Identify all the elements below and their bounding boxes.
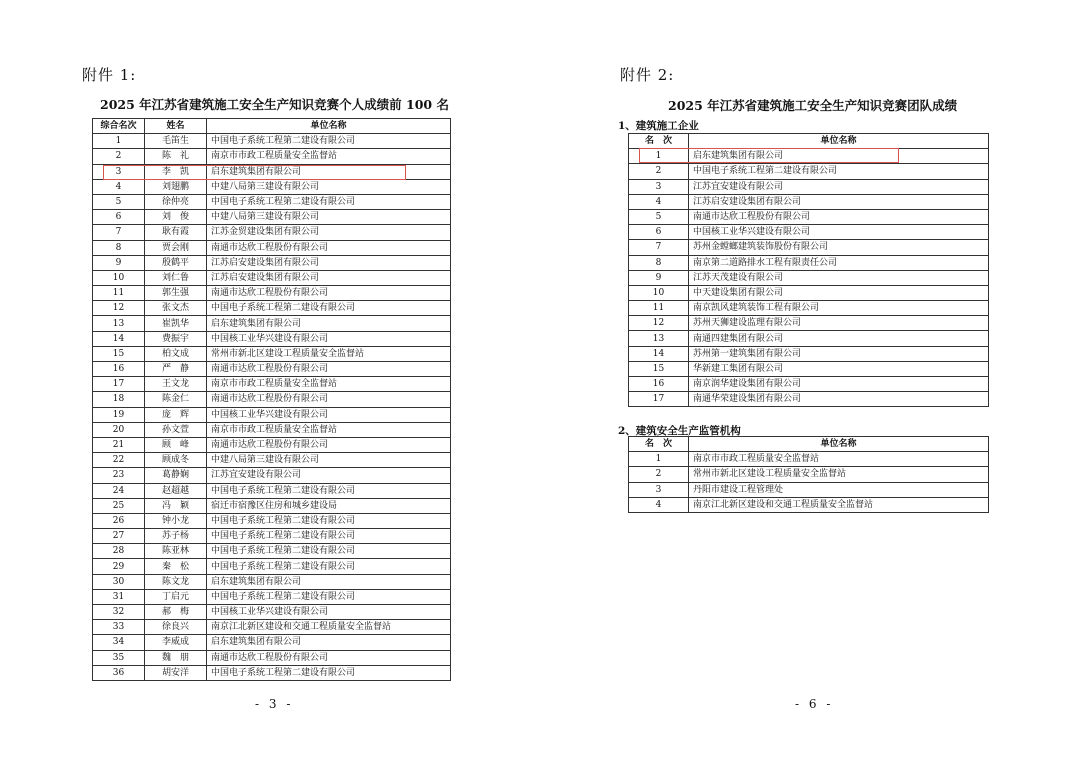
table-cell: 27: [93, 529, 145, 544]
table-row: [629, 270, 989, 285]
table-row: [93, 377, 451, 392]
table-cell: 启东建筑集团有限公司: [207, 316, 451, 331]
table-row: [93, 620, 451, 635]
table-cell: 冯 颖: [145, 498, 207, 513]
table-row: [629, 377, 989, 392]
table-cell: 中国核工业华兴建设有限公司: [207, 407, 451, 422]
table-cell: 江苏启安建设集团有限公司: [207, 270, 451, 285]
table-row: [93, 589, 451, 604]
individual-ranking-table: [92, 118, 451, 681]
header-rank: 综合名次: [93, 119, 145, 134]
table-row: [629, 316, 989, 331]
table-row: [93, 407, 451, 422]
table-cell: 3: [629, 482, 689, 497]
enterprise-ranking-table: [628, 133, 989, 407]
table-cell: 9: [93, 255, 145, 270]
table-cell: 华新建工集团有限公司: [689, 361, 989, 376]
table-cell: 中国电子系统工程第二建设有限公司: [207, 529, 451, 544]
table-cell: 南通市达欣工程股份有限公司: [207, 437, 451, 452]
page-number: - 6 -: [795, 697, 834, 711]
table-cell: 赵超越: [145, 483, 207, 498]
table-cell: 12: [629, 316, 689, 331]
table-cell: 南京江北新区建设和交通工程质量安全监督站: [689, 497, 989, 512]
table-cell: 16: [93, 362, 145, 377]
table-cell: 江苏天茂建设有限公司: [689, 270, 989, 285]
table-cell: 中国电子系统工程第二建设有限公司: [207, 513, 451, 528]
table-row: [629, 285, 989, 300]
table-cell: 中国电子系统工程第二建设有限公司: [207, 301, 451, 316]
table-cell: 中建八局第三建设有限公司: [207, 453, 451, 468]
attachment-label: 附件 2:: [620, 66, 675, 84]
table-cell: 启东建筑集团有限公司: [689, 149, 989, 164]
table-cell: 1: [629, 452, 689, 467]
table-cell: 4: [629, 194, 689, 209]
table-cell: 28: [93, 544, 145, 559]
table-cell: 南通华荣建设集团有限公司: [689, 392, 989, 407]
header-unit: 单位名称: [689, 437, 989, 452]
page-title: 2025 年江苏省建筑施工安全生产知识竞赛团队成绩: [668, 98, 958, 113]
table-row: [629, 331, 989, 346]
table-cell: 31: [93, 589, 145, 604]
table-cell: 南通市达欣工程股份有限公司: [689, 209, 989, 224]
table-row: [629, 255, 989, 270]
table-cell: 江苏宜安建设有限公司: [689, 179, 989, 194]
table-row: [93, 301, 451, 316]
table-cell: 20: [93, 422, 145, 437]
table-cell: 中国电子系统工程第二建设有限公司: [207, 665, 451, 680]
section-heading-enterprises: 1、建筑施工企业: [618, 120, 699, 132]
table-cell: 南通市达欣工程股份有限公司: [207, 362, 451, 377]
table-row: [629, 482, 989, 497]
table-cell: 刘 俊: [145, 210, 207, 225]
table-row: [629, 361, 989, 376]
table-row: [93, 605, 451, 620]
table-cell: 11: [629, 301, 689, 316]
table-cell: 苏州天狮建设监理有限公司: [689, 316, 989, 331]
table-row: [93, 255, 451, 270]
table-cell: 中国电子系统工程第二建设有限公司: [207, 589, 451, 604]
table-cell: 李威成: [145, 635, 207, 650]
table-cell: 南京江北新区建设和交通工程质量安全监督站: [207, 620, 451, 635]
table-cell: 孙文萱: [145, 422, 207, 437]
table-row: [93, 392, 451, 407]
table-row: [93, 134, 451, 149]
table-cell: 中国电子系统工程第二建设有限公司: [207, 483, 451, 498]
table-cell: 柏文成: [145, 346, 207, 361]
table-cell: 徐良兴: [145, 620, 207, 635]
table-cell: 32: [93, 605, 145, 620]
table-cell: 中国电子系统工程第二建设有限公司: [689, 164, 989, 179]
table-cell: 34: [93, 635, 145, 650]
table-cell: 4: [629, 497, 689, 512]
table-cell: 南通市达欣工程股份有限公司: [207, 286, 451, 301]
table-cell: 南京市市政工程质量安全监督站: [207, 377, 451, 392]
table-cell: 江苏宜安建设有限公司: [207, 468, 451, 483]
table-cell: 南通四建集团有限公司: [689, 331, 989, 346]
header-rank: 名 次: [629, 437, 689, 452]
table-row: [93, 529, 451, 544]
table-cell: 16: [629, 377, 689, 392]
table-row: [93, 635, 451, 650]
table-row: [93, 316, 451, 331]
table-cell: 中国电子系统工程第二建设有限公司: [207, 194, 451, 209]
table-row: [93, 650, 451, 665]
table-cell: 启东建筑集团有限公司: [207, 164, 451, 179]
table-row: [93, 346, 451, 361]
table-cell: 1: [629, 149, 689, 164]
table-cell: 8: [629, 255, 689, 270]
table-cell: 3: [629, 179, 689, 194]
table-cell: 29: [93, 559, 145, 574]
table-cell: 宿迁市宿豫区住房和城乡建设局: [207, 498, 451, 513]
table-cell: 张文杰: [145, 301, 207, 316]
table-cell: 南京第二道路排水工程有限责任公司: [689, 255, 989, 270]
table-cell: 2: [629, 164, 689, 179]
table-cell: 中国核工业华兴建设有限公司: [689, 225, 989, 240]
table-row: [93, 286, 451, 301]
table-cell: 丹阳市建设工程管理处: [689, 482, 989, 497]
table-cell: 25: [93, 498, 145, 513]
table-cell: 郝 梅: [145, 605, 207, 620]
table-row: [93, 270, 451, 285]
table-cell: 南通市达欣工程股份有限公司: [207, 240, 451, 255]
table-cell: 南京凯风建筑装饰工程有限公司: [689, 301, 989, 316]
table-row: [93, 331, 451, 346]
table-cell: 毛笛生: [145, 134, 207, 149]
table-cell: 南京润华建设集团有限公司: [689, 377, 989, 392]
table-cell: 中国电子系统工程第二建设有限公司: [207, 559, 451, 574]
table-row: [629, 240, 989, 255]
table-cell: 庞 辉: [145, 407, 207, 422]
table-cell: 6: [629, 225, 689, 240]
table-row: [629, 392, 989, 407]
table-cell: 33: [93, 620, 145, 635]
table-cell: 30: [93, 574, 145, 589]
table-cell: 11: [93, 286, 145, 301]
table-cell: 17: [629, 392, 689, 407]
table-cell: 3: [93, 164, 145, 179]
table-cell: 2: [93, 149, 145, 164]
table-cell: 19: [93, 407, 145, 422]
table-row: [629, 225, 989, 240]
table-row: [629, 164, 989, 179]
table-cell: 郭生强: [145, 286, 207, 301]
table-row: [93, 210, 451, 225]
table-row: [93, 574, 451, 589]
table-cell: 24: [93, 483, 145, 498]
table-cell: 陈 礼: [145, 149, 207, 164]
table-cell: 中国核工业华兴建设有限公司: [207, 605, 451, 620]
table-cell: 陈文龙: [145, 574, 207, 589]
page-title: 2025 年江苏省建筑施工安全生产知识竞赛个人成绩前 100 名: [100, 97, 449, 112]
table-cell: 23: [93, 468, 145, 483]
table-cell: 徐仲亮: [145, 194, 207, 209]
table-cell: 葛静娴: [145, 468, 207, 483]
page-number: - 3 -: [255, 697, 294, 711]
table-cell: 刘仁鲁: [145, 270, 207, 285]
table-row: [93, 225, 451, 240]
header-name: 姓名: [145, 119, 207, 134]
table-row: [93, 498, 451, 513]
table-cell: 9: [629, 270, 689, 285]
table-cell: 崔凯华: [145, 316, 207, 331]
table-cell: 殷鹤平: [145, 255, 207, 270]
table-cell: 6: [93, 210, 145, 225]
table-row: [93, 240, 451, 255]
highlight-box: [639, 148, 899, 163]
table-cell: 苏州金螳螂建筑装饰股份有限公司: [689, 240, 989, 255]
table-cell: 中国电子系统工程第二建设有限公司: [207, 134, 451, 149]
header-rank: 名 次: [629, 134, 689, 149]
table-cell: 5: [93, 194, 145, 209]
table-row: [93, 665, 451, 680]
table-cell: 17: [93, 377, 145, 392]
table-cell: 启东建筑集团有限公司: [207, 574, 451, 589]
table-row: [629, 452, 989, 467]
table-row: [93, 483, 451, 498]
table-cell: 丁启元: [145, 589, 207, 604]
table-cell: 费振宇: [145, 331, 207, 346]
table-cell: 1: [93, 134, 145, 149]
table-cell: 陈金仁: [145, 392, 207, 407]
table-cell: 10: [629, 285, 689, 300]
table-cell: 26: [93, 513, 145, 528]
table-cell: 顾 峰: [145, 437, 207, 452]
table-cell: 15: [93, 346, 145, 361]
table-cell: 秦 松: [145, 559, 207, 574]
table-cell: 中国电子系统工程第二建设有限公司: [207, 544, 451, 559]
table-row: [93, 362, 451, 377]
table-cell: 13: [629, 331, 689, 346]
table-cell: 中国核工业华兴建设有限公司: [207, 331, 451, 346]
table-cell: 江苏启安建设集团有限公司: [207, 255, 451, 270]
table-cell: 耿有霞: [145, 225, 207, 240]
table-cell: 南京市市政工程质量安全监督站: [689, 452, 989, 467]
table-row: [93, 559, 451, 574]
table-cell: 4: [93, 179, 145, 194]
table-cell: 李 凯: [145, 164, 207, 179]
table-cell: 江苏金贸建设集团有限公司: [207, 225, 451, 240]
table-row: [629, 346, 989, 361]
table-row: [629, 467, 989, 482]
highlight-box: [103, 165, 406, 180]
table-cell: 魏 朋: [145, 650, 207, 665]
section-heading-regulators: 2、建筑安全生产监管机构: [618, 425, 741, 437]
table-header-row: [629, 134, 989, 149]
table-cell: 10: [93, 270, 145, 285]
table-cell: 2: [629, 467, 689, 482]
table-row: [629, 179, 989, 194]
table-cell: 中建八局第三建设有限公司: [207, 179, 451, 194]
table-row: [93, 437, 451, 452]
table-row: [93, 544, 451, 559]
table-cell: 苏子杨: [145, 529, 207, 544]
table-cell: 南京市市政工程质量安全监督站: [207, 149, 451, 164]
table-cell: 13: [93, 316, 145, 331]
table-row: [629, 497, 989, 512]
table-row: [629, 301, 989, 316]
table-cell: 南通市达欣工程股份有限公司: [207, 392, 451, 407]
table-cell: 陈亚林: [145, 544, 207, 559]
table-cell: 22: [93, 453, 145, 468]
header-unit: 单位名称: [689, 134, 989, 149]
table-cell: 顾成冬: [145, 453, 207, 468]
table-row: [629, 194, 989, 209]
table-cell: 12: [93, 301, 145, 316]
table-cell: 14: [629, 346, 689, 361]
table-cell: 刘翅鹏: [145, 179, 207, 194]
header-unit: 单位名称: [207, 119, 451, 134]
table-cell: 5: [629, 209, 689, 224]
regulator-ranking-table: [628, 436, 989, 513]
table-cell: 中天建设集团有限公司: [689, 285, 989, 300]
table-row: [93, 149, 451, 164]
table-header-row: [629, 437, 989, 452]
table-row: [93, 194, 451, 209]
table-cell: 常州市新北区建设工程质量安全监督站: [689, 467, 989, 482]
table-row: [93, 513, 451, 528]
table-row: [629, 209, 989, 224]
table-cell: 贾会刚: [145, 240, 207, 255]
table-row: [93, 468, 451, 483]
table-cell: 常州市新北区建设工程质量安全监督站: [207, 346, 451, 361]
table-cell: 18: [93, 392, 145, 407]
table-cell: 钟小龙: [145, 513, 207, 528]
table-cell: 36: [93, 665, 145, 680]
table-cell: 严 静: [145, 362, 207, 377]
attachment-label: 附件 1:: [82, 66, 137, 84]
table-cell: 江苏启安建设集团有限公司: [689, 194, 989, 209]
table-cell: 7: [629, 240, 689, 255]
table-cell: 21: [93, 437, 145, 452]
table-cell: 胡安洋: [145, 665, 207, 680]
table-cell: 王文龙: [145, 377, 207, 392]
table-header-row: [93, 119, 451, 134]
table-row: [93, 453, 451, 468]
table-cell: 中建八局第三建设有限公司: [207, 210, 451, 225]
table-cell: 南京市市政工程质量安全监督站: [207, 422, 451, 437]
table-cell: 15: [629, 361, 689, 376]
table-cell: 8: [93, 240, 145, 255]
table-cell: 35: [93, 650, 145, 665]
right-page: [540, 0, 1080, 777]
table-cell: 南通市达欣工程股份有限公司: [207, 650, 451, 665]
table-cell: 启东建筑集团有限公司: [207, 635, 451, 650]
table-row: [93, 179, 451, 194]
table-cell: 14: [93, 331, 145, 346]
table-cell: 苏州第一建筑集团有限公司: [689, 346, 989, 361]
table-row: [93, 422, 451, 437]
table-cell: 7: [93, 225, 145, 240]
